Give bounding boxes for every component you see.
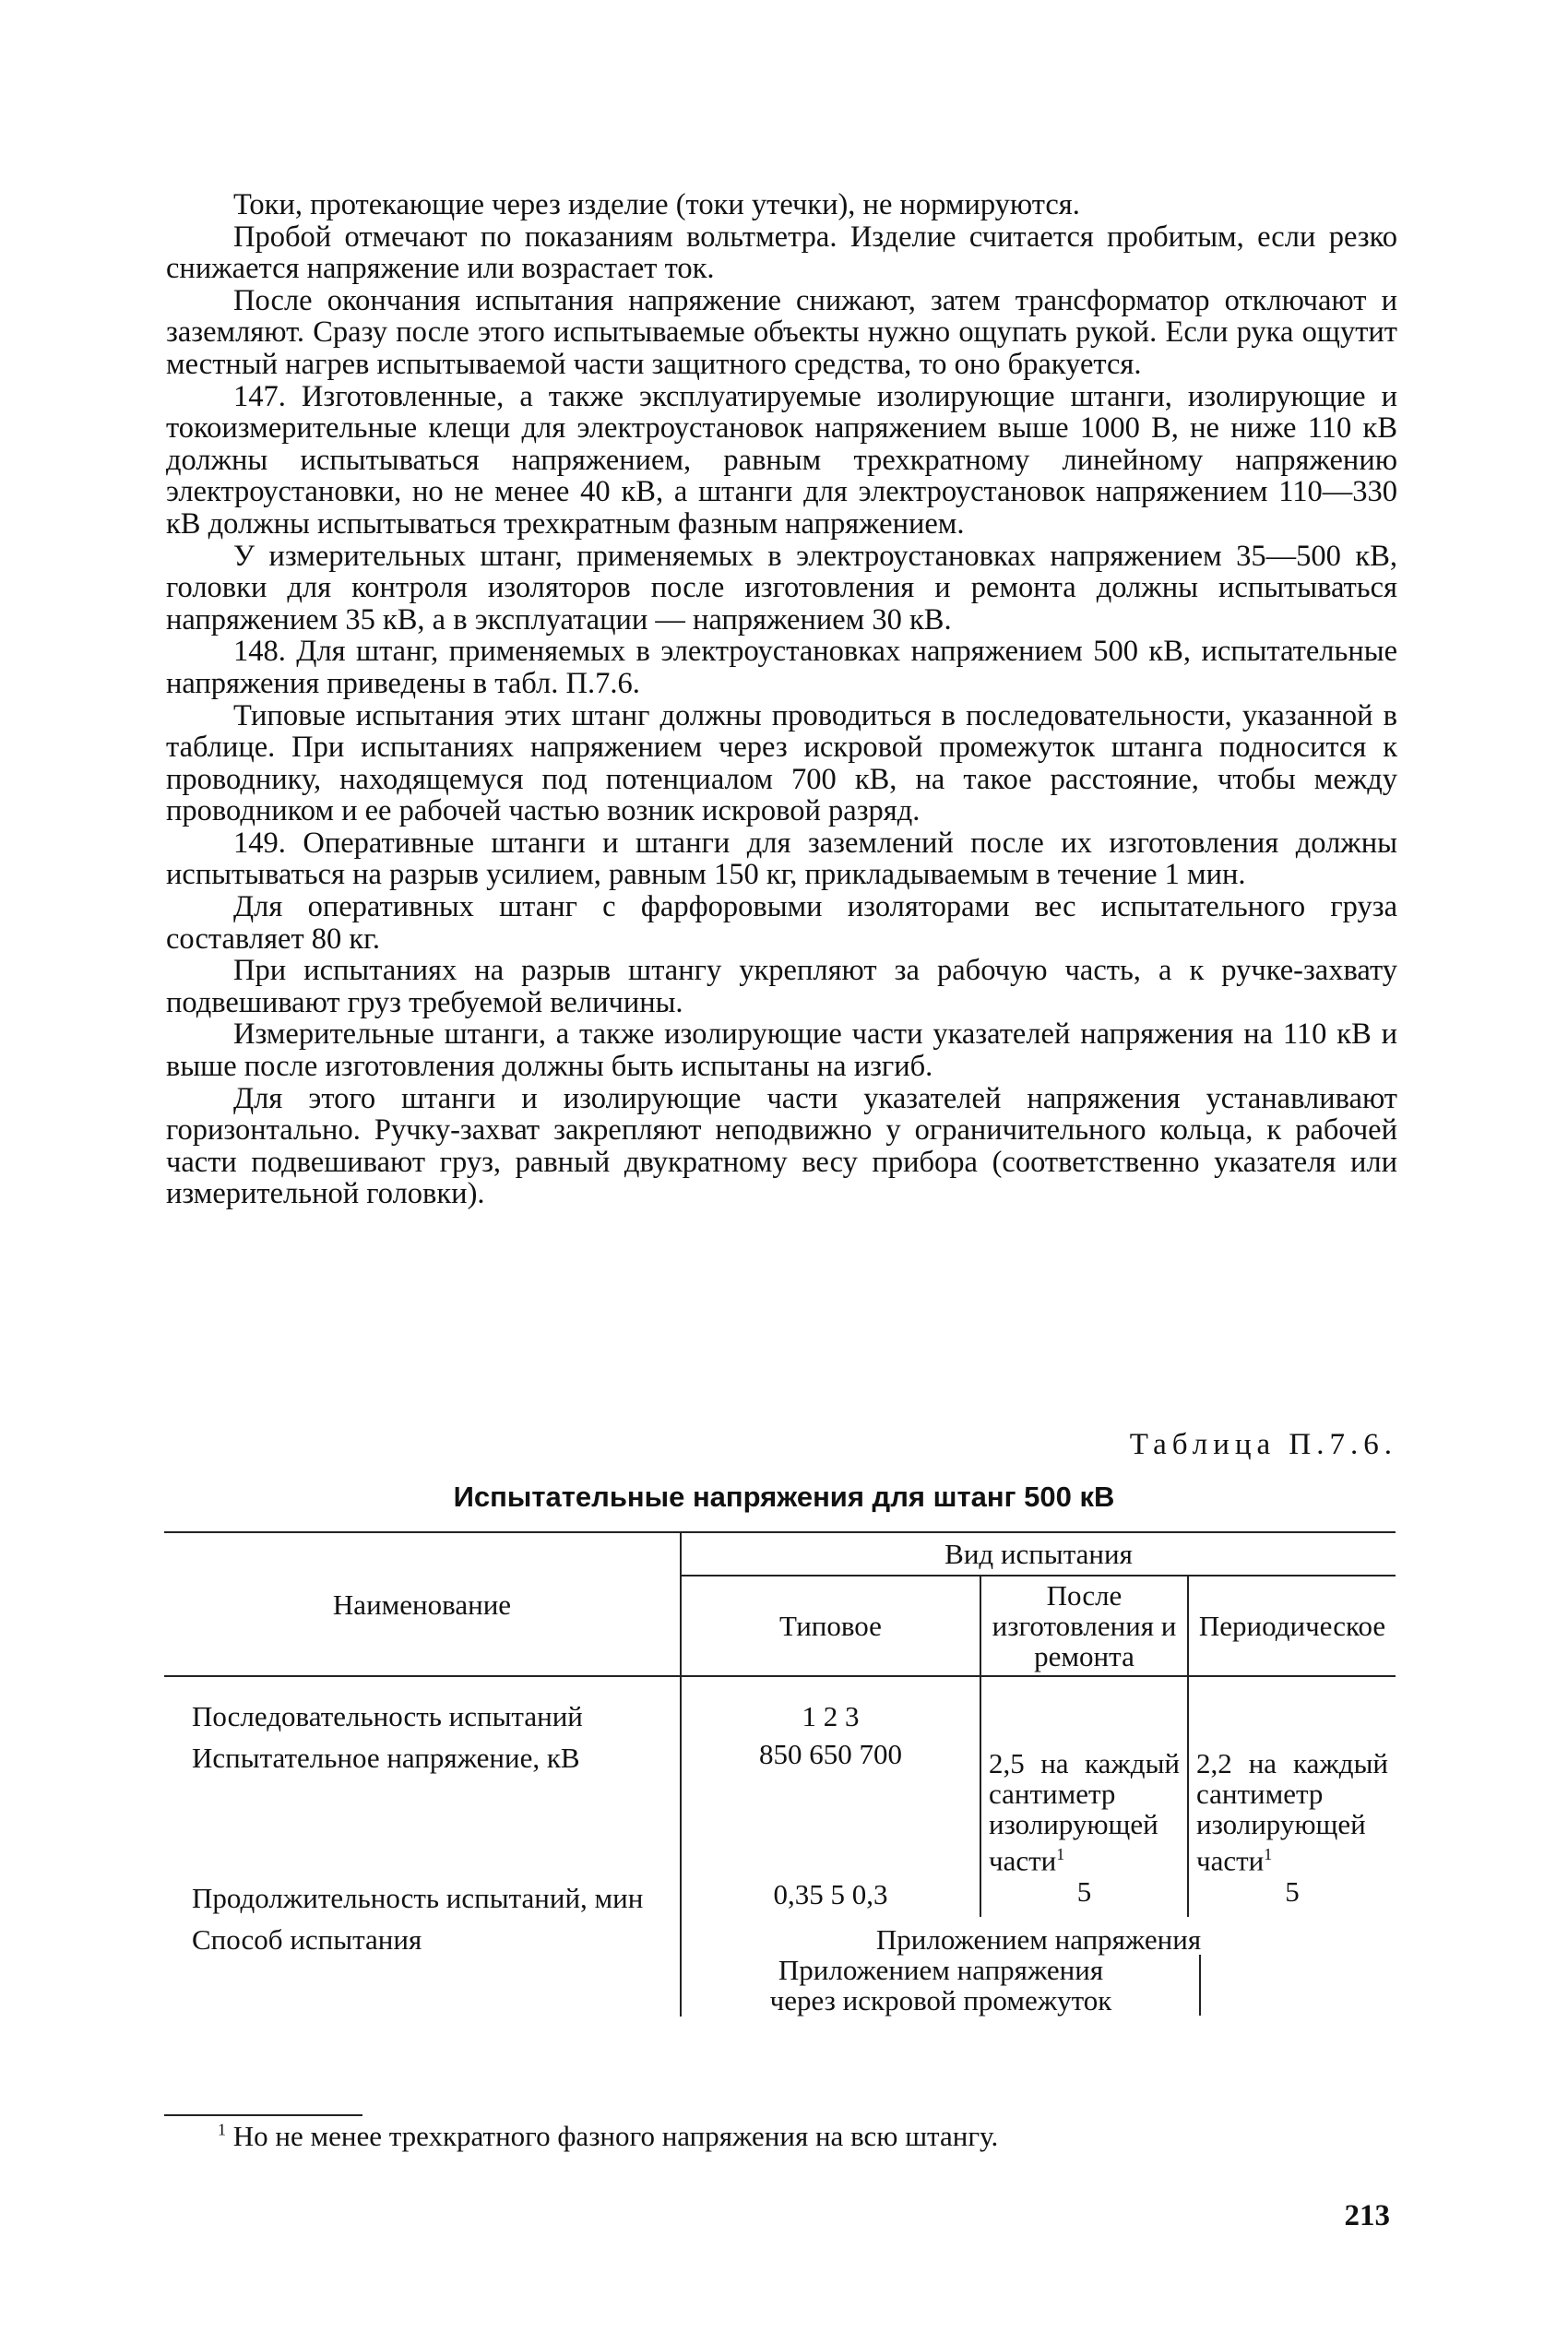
- footnote-ref: 1: [1056, 1845, 1065, 1863]
- row-periodic: 5: [1188, 1875, 1396, 1917]
- header-test-kind: Вид испытания: [681, 1532, 1396, 1576]
- row-typical: 1 2 3: [681, 1676, 980, 1735]
- row-after: [980, 1676, 1188, 1735]
- table-row: [164, 1735, 1396, 1875]
- paragraph: У измерительных штанг, применяемых в электроустановках напряжением 35—500 кВ, головки для контроля изоляторов после изготовления и ремонта должны испытываться напряжением 35 кВ, а в эксплуатации — напряжением 30 кВ.: [166, 539, 1397, 637]
- footnote: [218, 2120, 998, 2153]
- table-title: Испытательные напряжения для штанг 500 кВ: [453, 1481, 1115, 1513]
- table-row: [164, 1875, 1396, 1917]
- header-after-repair: После изготовления и ремонта: [980, 1576, 1188, 1676]
- page-number: 213: [1344, 2199, 1390, 2232]
- row-typical: 0,35 5 0,3: [681, 1875, 980, 1917]
- paragraph: При испытаниях на разрыв штангу укрепляют за рабочую часть, а к ручке-захвату подвешивают груз требуемой величины.: [166, 954, 1397, 1019]
- method-line: Приложением напряжения: [683, 1955, 1201, 1985]
- row-after: 5: [980, 1875, 1188, 1917]
- method-line: Приложением напряжения: [875, 1923, 1202, 1957]
- paragraph: Для этого штанги и изолирующие части указателей напряжения устанавливают горизонтально. Ручку-захват закрепляют неподвижно у ограничительного кольца, к рабочей части подвешивают груз, равный двукратному весу прибора (соответственно указателя или измерительной головки).: [166, 1081, 1397, 1211]
- row-after: [980, 1735, 1188, 1875]
- row-periodic: [1188, 1735, 1396, 1875]
- footnote-divider: [164, 2114, 362, 2116]
- paragraph: Измерительные штанги, а также изолирующие части указателей напряжения на 110 кВ и выше после изготовления должны быть испытаны на изгиб.: [166, 1017, 1397, 1084]
- row-typical: 850 650 700: [681, 1735, 980, 1875]
- paragraph: 149. Оперативные штанги и штанги для заземлений после их изготовления должны испытываться на разрыв усилием, равным 150 кг, прикладываемым в течение 1 мин.: [166, 826, 1397, 892]
- table-caption: Таблица П.7.6.: [1129, 1428, 1397, 1461]
- paragraph: 148. Для штанг, применяемых в электроустановках напряжением 500 кВ, испытательные напряжения приведены в табл. П.7.6.: [166, 635, 1397, 700]
- header-name: Наименование: [164, 1532, 681, 1676]
- footnote-mark: 1: [218, 2120, 226, 2139]
- paragraph: Токи, протекающие через изделие (токи утечки), не нормируются.: [233, 188, 1080, 221]
- row-name: Последовательность испытаний: [192, 1700, 583, 1732]
- paragraph: После окончания испытания напряжение снижают, затем трансформатор отключают и заземляют. Сразу после этого испытываемые объекты нужно ощупать рукой. Если рука ощутит местный нагрев испытываемой части защитного средства, то оно бракуется.: [166, 283, 1397, 381]
- footnote-ref: 1: [1264, 1845, 1273, 1863]
- row-periodic: [1188, 1676, 1396, 1735]
- footnote-text: Но не менее трехкратного фазного напряжения на всю штангу.: [232, 2120, 999, 2152]
- row-periodic-text: 2,2 на каждый сантиметр изолирующей части: [1196, 1747, 1388, 1877]
- row-name: Продолжительность испытаний, мин: [192, 1882, 644, 1915]
- row-after-text: 2,5 на каждый сантиметр изолирующей части: [989, 1747, 1180, 1877]
- row-name: Испытательное напряжение, кВ: [192, 1742, 580, 1774]
- table-row: [164, 1676, 1396, 1735]
- test-voltage-table: [164, 1531, 1396, 2017]
- header-periodic: Периодическое: [1188, 1576, 1396, 1676]
- row-method: [681, 1917, 1396, 2017]
- paragraph: Типовые испытания этих штанг должны проводиться в последовательности, указанной в таблице. При испытаниях напряжением через искровой промежуток штанга подносится к проводнику, находящемуся под потенциалом 700 кВ, на такое расстояние, чтобы между проводником и ее рабочей частью возник искровой разряд.: [166, 698, 1397, 828]
- header-typical: Типовое: [681, 1576, 980, 1676]
- table-row: [164, 1917, 1396, 2017]
- paragraph: Для оперативных штанг с фарфоровыми изоляторами вес испытательного груза составляет 80 кг.: [166, 890, 1397, 956]
- body-text: [166, 189, 1397, 1210]
- paragraph: Пробой отмечают по показаниям вольтметра. Изделие считается пробитым, если резко снижается напряжение или возрастает ток.: [166, 220, 1397, 286]
- method-line: через искровой промежуток: [683, 1985, 1201, 2016]
- row-name: Способ испытания: [192, 1923, 422, 1957]
- paragraph: 147. Изготовленные, а также эксплуатируемые изолирующие штанги, изолирующие и токоизмерительные клещи для электроустановок напряжением выше 1000 В, не ниже 110 кВ должны испытываться напряжением, равным трехкратному линейному напряжению электроустановки, но не менее 40 кВ, а штанги для электроустановок напряжением 110—330 кВ должны испытываться трехкратным фазным напряжением.: [166, 379, 1397, 541]
